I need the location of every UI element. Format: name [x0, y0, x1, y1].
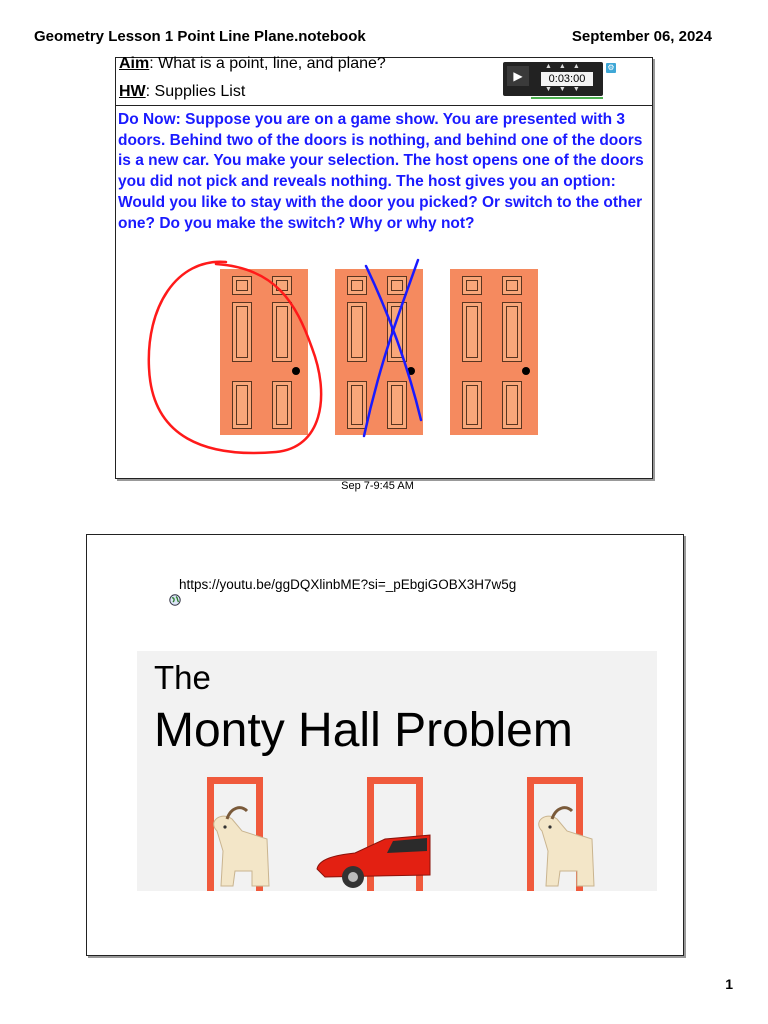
globe-icon[interactable] — [169, 594, 181, 606]
do-now-text: Do Now: Suppose you are on a game show. You are presented with 3 doors. Behind two of the doors is nothing, and behind one of the doors is a new car. You make your selection. The host opens one of the doors you did not pick and reveals nothing. The host gives you an option: Would you like to stay with the door you picked? Or switch to the other one? Do you make the switch? Why or why not? — [118, 111, 644, 232]
play-icon[interactable]: ▶ — [507, 66, 529, 86]
aim-text: : What is a point, line, and plane? — [149, 55, 386, 72]
door-1 — [220, 269, 308, 435]
document-title: Geometry Lesson 1 Point Line Plane.notebook — [34, 28, 366, 45]
aim-label: Aim — [119, 55, 150, 72]
door-3 — [450, 269, 538, 435]
thumbnail-title-line2: Monty Hall Problem — [154, 704, 573, 757]
slide-1 — [115, 57, 653, 479]
timer-readout: 0:03:00 — [541, 72, 593, 86]
video-thumbnail[interactable] — [137, 651, 657, 891]
slide-2 — [86, 534, 684, 956]
aim-row — [119, 55, 386, 73]
page-number: 1 — [725, 976, 733, 992]
gear-icon[interactable]: ⚙ — [607, 63, 615, 72]
slide-1-caption: Sep 7-9:45 AM — [341, 480, 414, 492]
car-icon — [315, 829, 435, 891]
hw-row — [119, 83, 245, 101]
countdown-timer[interactable] — [503, 62, 615, 96]
increment-arrows[interactable]: ▲▲▲ — [545, 63, 587, 70]
door-2 — [335, 269, 423, 435]
hw-text: : Supplies List — [145, 83, 246, 100]
goat-icon-left — [197, 801, 277, 891]
decrement-arrows[interactable]: ▼▼▼ — [545, 86, 587, 93]
goat-icon-right — [522, 801, 602, 891]
document-date: September 06, 2024 — [571, 28, 712, 45]
header-divider — [116, 105, 652, 106]
thumbnail-title-line1: The — [154, 659, 211, 696]
hw-label: HW — [119, 83, 146, 100]
timer-progress — [531, 97, 603, 99]
video-link[interactable]: https://youtu.be/ggDQXlinbME?si=_pEbgiGOBX3H7w5g — [179, 577, 517, 592]
